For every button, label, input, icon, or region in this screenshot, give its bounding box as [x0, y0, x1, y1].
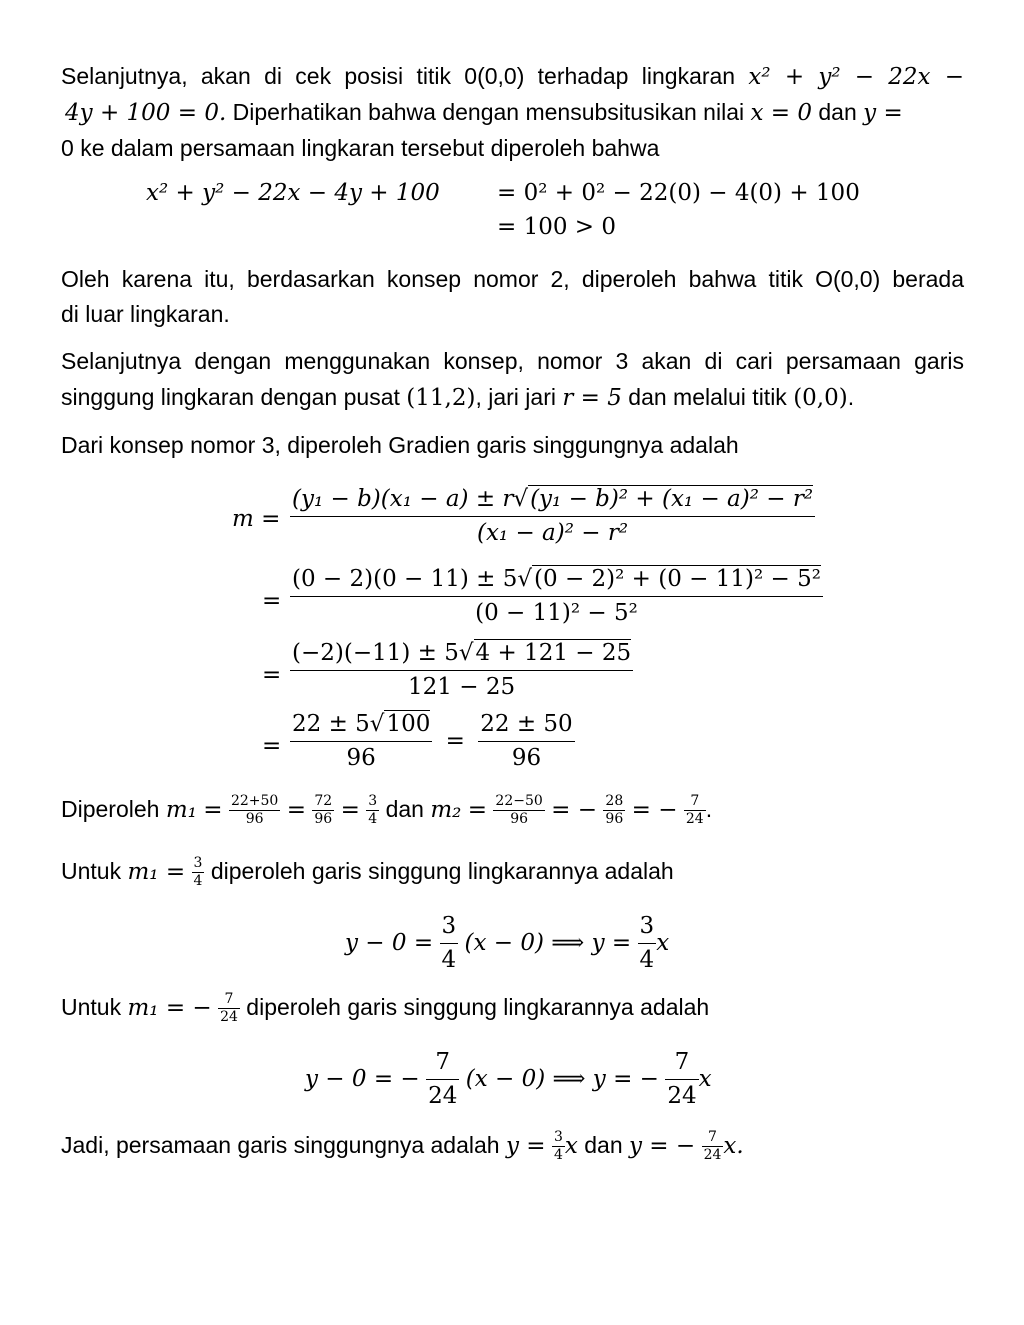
equals-sign: =: [340, 797, 360, 823]
math-expression: m₁ = −: [127, 995, 212, 1021]
equation-rhs: = 100 > 0: [497, 214, 617, 240]
gradient-step-4: [290, 708, 575, 775]
fraction: $\frac{22+50}{96}$: [230, 793, 279, 828]
math-expression: (x − 0) ⟹ y =: [464, 930, 632, 956]
equals-sign: =: [445, 728, 465, 754]
fraction: $\frac{7}{24}$: [685, 793, 704, 828]
fraction: $\frac{3}{4}$: [368, 793, 378, 828]
fraction: [478, 708, 574, 775]
math-expression: r = 5: [562, 385, 622, 411]
fraction: [290, 483, 815, 550]
math-expression: (0,0): [793, 385, 848, 411]
text: .: [705, 796, 713, 822]
text: dan: [584, 1132, 623, 1158]
fraction: $\frac{7}{24}$: [426, 1046, 459, 1113]
paragraph-line: [61, 59, 964, 95]
text: dan: [818, 99, 857, 125]
text: ke dalam persamaan lingkaran tersebut diperoleh bahwa: [80, 135, 660, 161]
denominator: 121 − 25: [290, 670, 633, 704]
equals-sign: = −: [631, 797, 678, 823]
text: dan: [385, 796, 424, 822]
gradient-step-1: [290, 483, 815, 550]
paragraph-line: [61, 380, 854, 416]
result-line: [61, 786, 712, 833]
fraction: $\frac{3}{4}$: [638, 910, 657, 977]
math-expression: (x − 0) ⟹ y = −: [465, 1066, 659, 1092]
text: diperoleh garis singgung lingkarannya adalah: [210, 858, 674, 884]
fraction: $\frac{28}{96}$: [605, 793, 624, 828]
math-expression: y =: [863, 100, 903, 126]
equals-sign: =: [467, 797, 488, 823]
case-2-equation: [305, 1046, 712, 1113]
text: Diperhatikan bahwa dengan mensubsitusikan nilai: [232, 99, 745, 125]
paragraph-line: di luar lingkaran.: [61, 301, 230, 327]
fraction: $\frac{72}{96}$: [314, 793, 333, 828]
numerator: (−2)(−11) ± 5√4 + 121 − 25: [292, 640, 632, 666]
fraction: [290, 563, 823, 630]
numerator: (y₁ − b)(x₁ − a) ± r√(y₁ − b)² + (x₁ − a)² − r²: [292, 486, 814, 512]
math-expression: m₂: [430, 797, 462, 823]
math-expression: m₁ =: [127, 859, 186, 885]
fraction: [290, 637, 633, 704]
math-expression: x: [656, 930, 670, 956]
text: singgung lingkaran dengan pusat: [61, 384, 400, 410]
fraction: $\frac{7}{24}$: [665, 1046, 698, 1113]
paragraph-line: [61, 131, 659, 166]
text: Selanjutnya, akan di cek posisi titik 0(0,0) terhadap lingkaran: [61, 63, 736, 89]
text: Untuk: [61, 858, 122, 884]
equals-sign: =: [262, 733, 282, 759]
case-1-equation: [345, 910, 669, 977]
case-2-line: [61, 984, 709, 1031]
math-expression: x = 0: [750, 100, 812, 126]
fraction: $\frac{3}{4}$: [193, 855, 203, 890]
equals-sign: =: [262, 588, 282, 614]
math-expression: y − 0 = −: [305, 1066, 420, 1092]
text: Diperoleh: [61, 796, 160, 822]
fraction: $\frac{7}{24}$: [703, 1129, 722, 1164]
conclusion-line: [61, 1122, 744, 1169]
math-expression: y =: [505, 1133, 546, 1159]
denominator: 96: [478, 741, 574, 775]
paragraph-line: Oleh karena itu, berdasarkan konsep nomor 2, diperoleh bahwa titik O(0,0) berada: [61, 266, 964, 292]
equation-rhs: = 0² + 0² − 22(0) − 4(0) + 100: [497, 180, 860, 206]
equals-sign: = −: [551, 797, 598, 823]
paragraph-line: Dari konsep nomor 3, diperoleh Gradien garis singgungnya adalah: [61, 432, 739, 458]
fraction: [290, 708, 432, 775]
text: dan melalui titik: [628, 384, 787, 410]
math-expression: x.: [723, 1133, 744, 1159]
denominator: 96: [290, 741, 432, 775]
math-expression: m₁: [165, 797, 197, 823]
gradient-label: m =: [232, 506, 281, 532]
math-expression: (11,2): [406, 385, 476, 411]
text: 0: [61, 135, 74, 161]
math-expression: x: [698, 1066, 712, 1092]
text: .: [847, 384, 855, 410]
equation-lhs: x² + y² − 22x − 4y + 100: [146, 180, 440, 206]
text: Untuk: [61, 994, 122, 1020]
denominator: (0 − 11)² − 5²: [290, 596, 823, 630]
case-1-line: [61, 848, 674, 895]
numerator: 22 ± 50: [480, 711, 573, 737]
numerator: 22 ± 5√100: [292, 711, 431, 737]
text: , jari jari: [475, 384, 556, 410]
fraction: $\frac{3}{4}$: [440, 910, 459, 977]
fraction: $\frac{22-50}{96}$: [495, 793, 543, 828]
text: diperoleh garis singgung lingkarannya adalah: [246, 994, 710, 1020]
gradient-step-3: [290, 637, 633, 704]
gradient-step-2: [290, 563, 823, 630]
math-expression: x² + y² − 22x −: [748, 64, 964, 90]
math-expression: y = −: [629, 1133, 696, 1159]
math-expression: 4y + 100 = 0.: [65, 100, 227, 126]
paragraph-line: [61, 95, 964, 131]
math-expression: x: [564, 1133, 578, 1159]
equals-sign: =: [286, 797, 306, 823]
fraction: $\frac{3}{4}$: [553, 1129, 563, 1164]
paragraph-line: Selanjutnya dengan menggunakan konsep, nomor 3 akan di cari persamaan garis: [61, 348, 964, 374]
text: Jadi, persamaan garis singgungnya adalah: [61, 1132, 500, 1158]
fraction: $\frac{7}{24}$: [220, 991, 238, 1026]
numerator: (0 − 2)(0 − 11) ± 5√(0 − 2)² + (0 − 11)² − 5²: [292, 566, 821, 592]
equals-sign: =: [262, 662, 282, 688]
math-expression: y − 0 =: [345, 930, 434, 956]
denominator: (x₁ − a)² − r²: [290, 516, 815, 550]
equals-sign: =: [203, 797, 223, 823]
